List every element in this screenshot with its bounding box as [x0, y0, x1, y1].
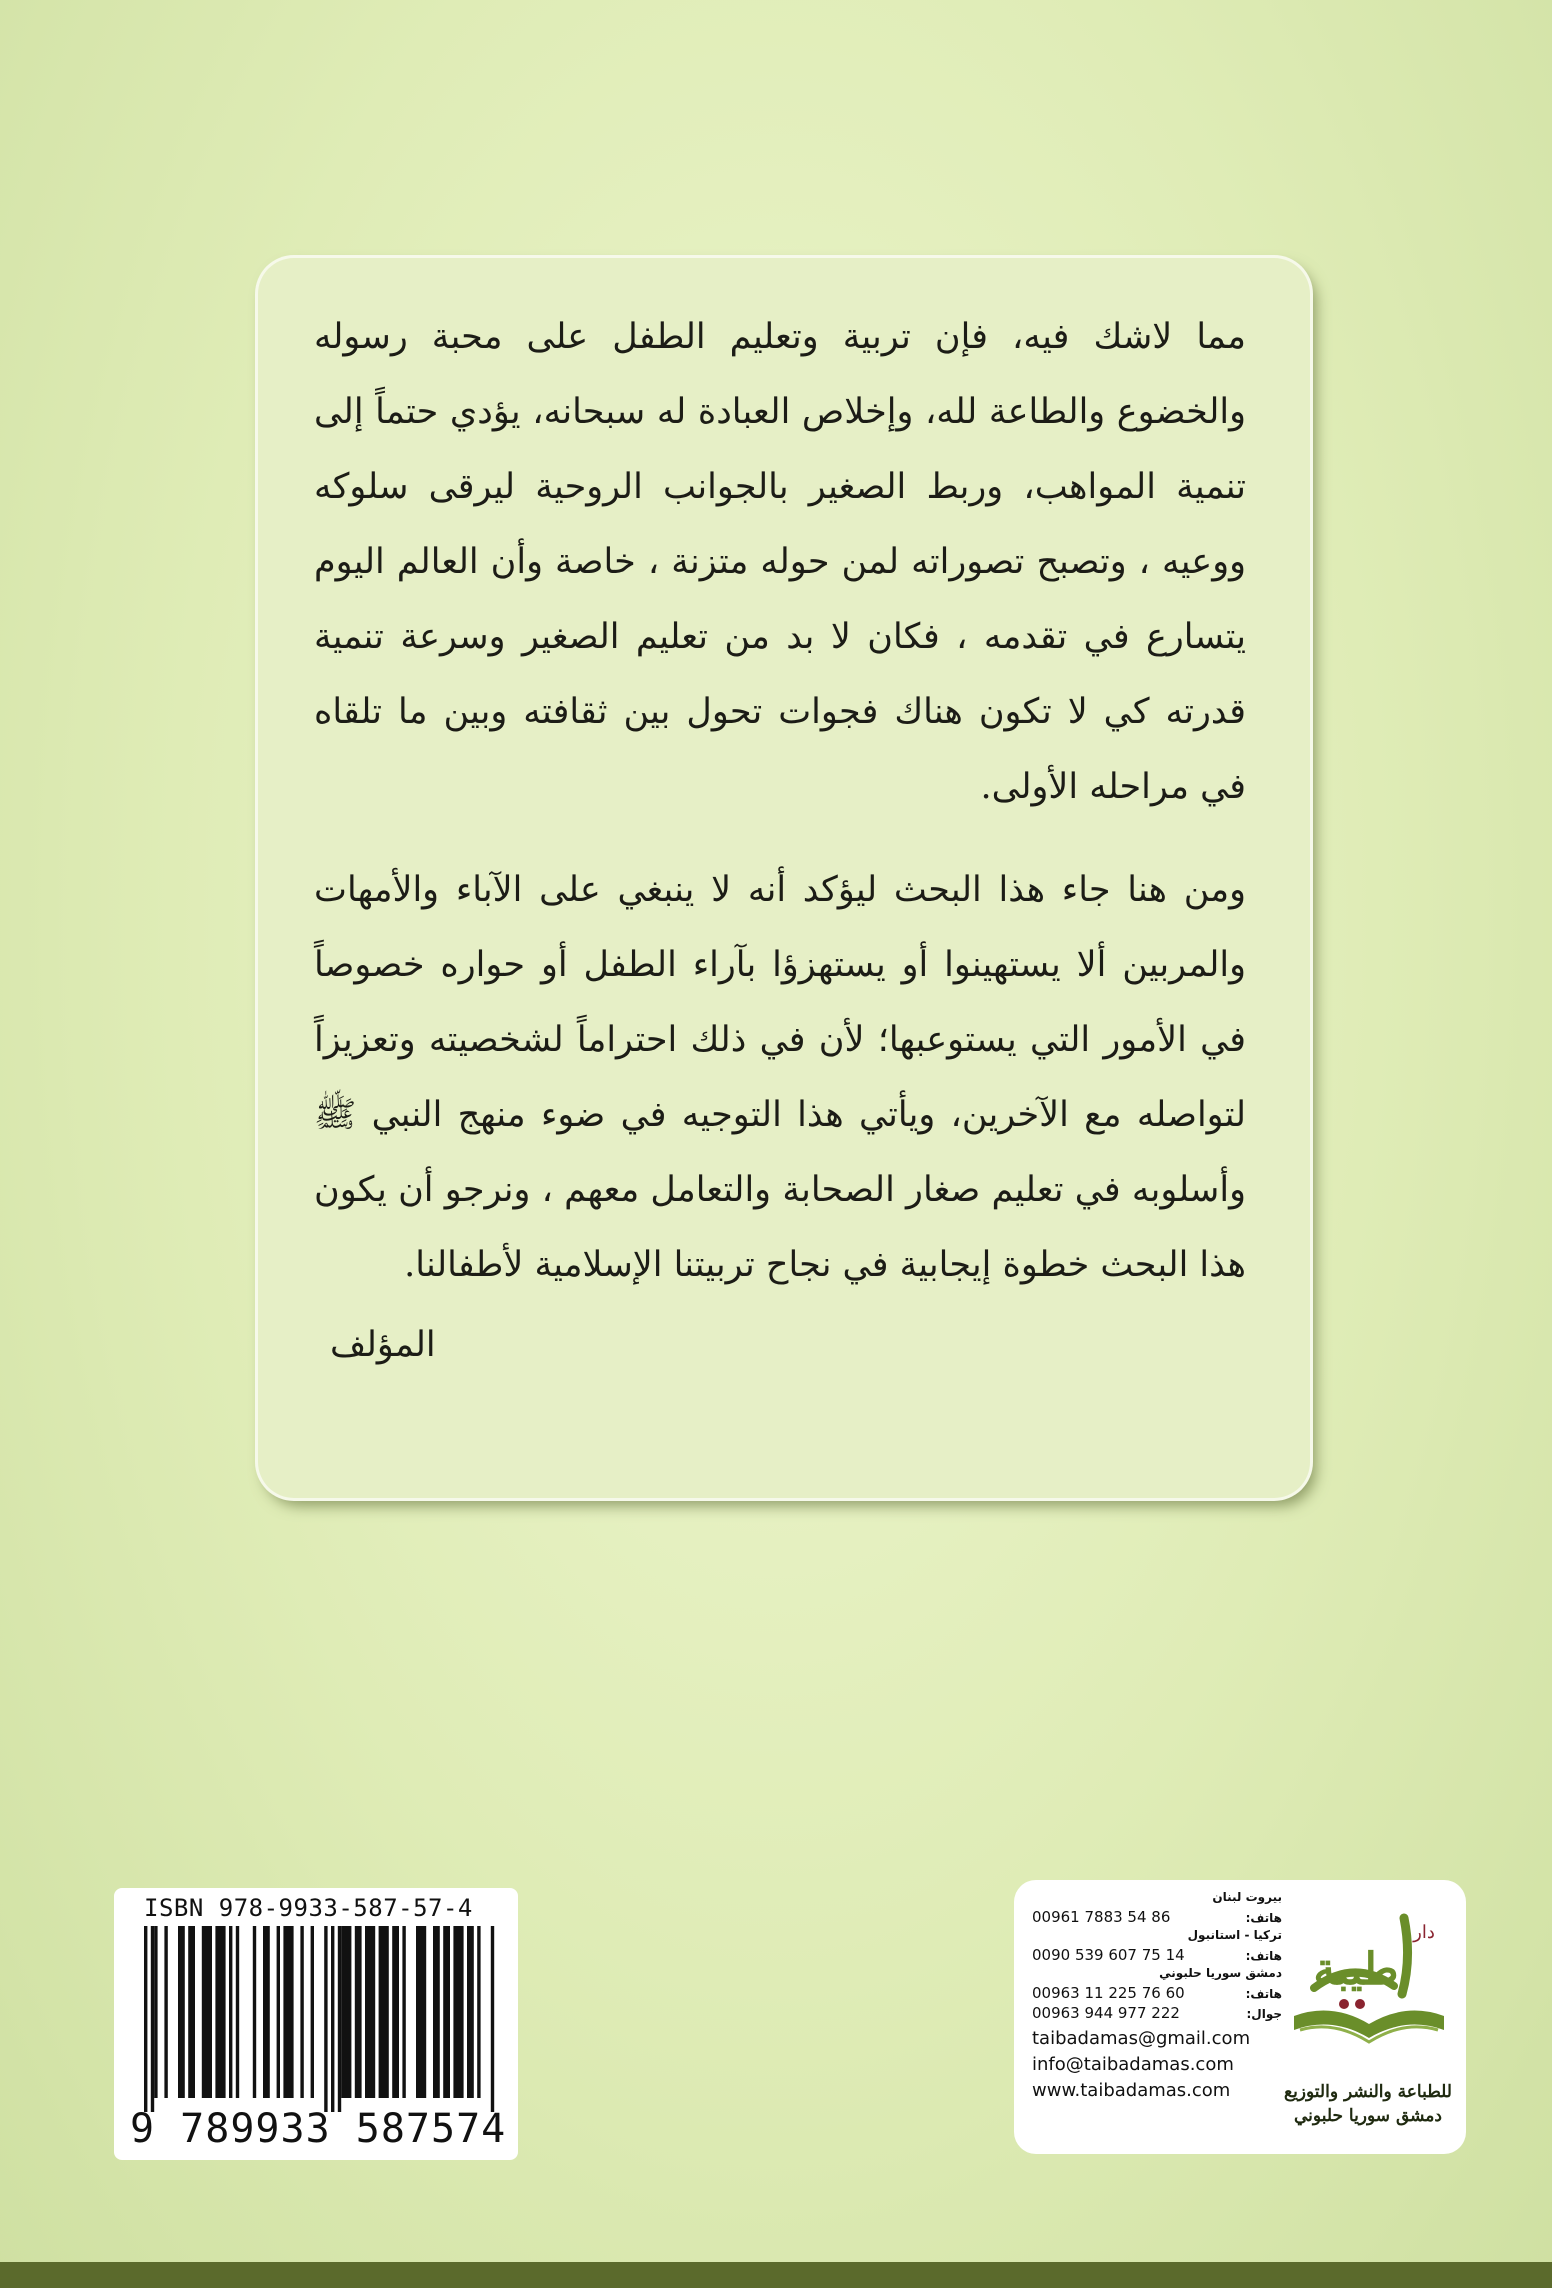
- caption-line-1: للطباعة والنشر والتوزيع: [1284, 2082, 1452, 2102]
- barcode-bar: [202, 1926, 212, 2098]
- caption-line-2: دمشق سوريا حلبوني: [1294, 2106, 1442, 2126]
- barcode-bar: [491, 1926, 494, 2112]
- mobile-number: 00963 944 977 222: [1032, 2004, 1180, 2022]
- barcode-bar: [277, 1926, 280, 2098]
- barcode-bar: [365, 1926, 375, 2098]
- barcode-bar: [338, 1926, 341, 2112]
- barcode-bar: [355, 1926, 362, 2098]
- website: www.taibadamas.com: [1032, 2080, 1231, 2101]
- publisher-info: [1014, 1880, 1466, 2154]
- city-beirut: بيروت لبنان: [1212, 1890, 1282, 1904]
- barcode-bar: [379, 1926, 389, 2098]
- barcode-bar: [311, 1926, 314, 2098]
- isbn-barcode: [114, 1888, 518, 2160]
- barcode-bar: [467, 1926, 474, 2098]
- email-2: info@taibadamas.com: [1032, 2054, 1234, 2075]
- city-istanbul: تركيا - استانبول: [1187, 1928, 1282, 1942]
- blurb-panel: [258, 258, 1310, 1498]
- publisher-logo-icon: [1284, 1898, 1454, 2078]
- barcode-bar: [229, 1926, 232, 2098]
- phone-label-3: هاتف:: [1245, 1987, 1282, 2001]
- barcode-bar: [443, 1926, 450, 2098]
- barcode-bar: [263, 1926, 270, 2098]
- barcode-bars: [140, 1926, 496, 2112]
- barcode-bar: [392, 1926, 399, 2098]
- barcode-bar: [477, 1926, 480, 2098]
- ean-digits: 9 789933 587574: [130, 2106, 507, 2152]
- email-1: taibadamas@gmail.com: [1032, 2028, 1251, 2049]
- phone-row-2: [1032, 1946, 1282, 1966]
- barcode-bar: [433, 1926, 440, 2098]
- author-signature: المؤلف: [330, 1325, 436, 1365]
- publisher-caption: [1276, 2080, 1460, 2128]
- phone-label-2: هاتف:: [1245, 1949, 1282, 1963]
- barcode-bar: [331, 1926, 334, 2112]
- barcode-bar: [236, 1926, 239, 2098]
- phone-row-1: [1032, 1908, 1282, 1928]
- barcode-bar: [188, 1926, 195, 2098]
- phone-number-2: 0090 539 607 75 14: [1032, 1946, 1185, 1964]
- blurb-paragraph-2: ومن هنا جاء هذا البحث ليؤكد أنه لا ينبغي على الآباء والأمهات والمربين ألا يستهينوا أو يستهزؤا بآراء الطفل أو حواره خصوصاً في الأمور التي يستوعبها؛ لأن في ذلك احتراماً لشخصيته وتعزيزاً لتواصله مع الآخرين، ويأتي هذا التوجيه في ضوء منهج النبي ﷺ وأسلوبه في تعليم صغار الصحابة والتعامل معهم ، ونرجو أن يكون هذا البحث خطوة إيجابية في نجاح تربيتنا الإسلامية لأطفالنا.: [314, 870, 1246, 1285]
- barcode-bar: [178, 1926, 185, 2098]
- publisher-contact: [1032, 1890, 1282, 2106]
- barcode-bar: [341, 1926, 351, 2098]
- barcode-bar: [144, 1926, 147, 2112]
- barcode-bar: [154, 1926, 157, 2098]
- barcode-bar: [324, 1926, 327, 2112]
- barcode-bar: [253, 1926, 256, 2098]
- isbn-label: ISBN 978-9933-587-57-4: [144, 1894, 473, 1922]
- barcode-bar: [402, 1926, 405, 2098]
- phone-number-1: 00961 7883 54 86: [1032, 1908, 1171, 1926]
- phone-row-3: [1032, 1984, 1282, 2004]
- mobile-row: [1032, 2004, 1282, 2024]
- bottom-band: [0, 2262, 1552, 2288]
- blurb-paragraph-1: مما لاشك فيه، فإن تربية وتعليم الطفل على محبة رسوله والخضوع والطاعة لله، وإخلاص العبادة له سبحانه، يؤدي حتماً إلى تنمية المواهب، وربط الصغير بالجوانب الروحية ليرقى سلوكه ووعيه ، وتصبح تصوراته لمن حوله متزنة ، خاصة وأن العالم اليوم يتسارع في تقدمه ، فكان لا بد من تعليم الصغير وسرعة تنمية قدرته كي لا تكون هناك فجوات تحول بين ثقافته وبين ما تلقاه في مراحله الأولى.: [314, 317, 1246, 807]
- phone-label-1: هاتف:: [1245, 1911, 1282, 1925]
- barcode-bar: [453, 1926, 463, 2098]
- logo-wordmark: طيبة: [1313, 1944, 1399, 1995]
- phone-number-3: 00963 11 225 76 60: [1032, 1984, 1185, 2002]
- barcode-bar: [151, 1926, 154, 2112]
- mobile-label: جوال:: [1246, 2007, 1282, 2021]
- city-damascus: دمشق سوريا حلبوني: [1159, 1966, 1282, 1980]
- barcode-bar: [416, 1926, 426, 2098]
- barcode-bar: [283, 1926, 293, 2098]
- barcode-bar: [300, 1926, 303, 2098]
- logo-small-word: دار: [1413, 1922, 1435, 1943]
- barcode-bar: [215, 1926, 225, 2098]
- barcode-bar: [164, 1926, 167, 2098]
